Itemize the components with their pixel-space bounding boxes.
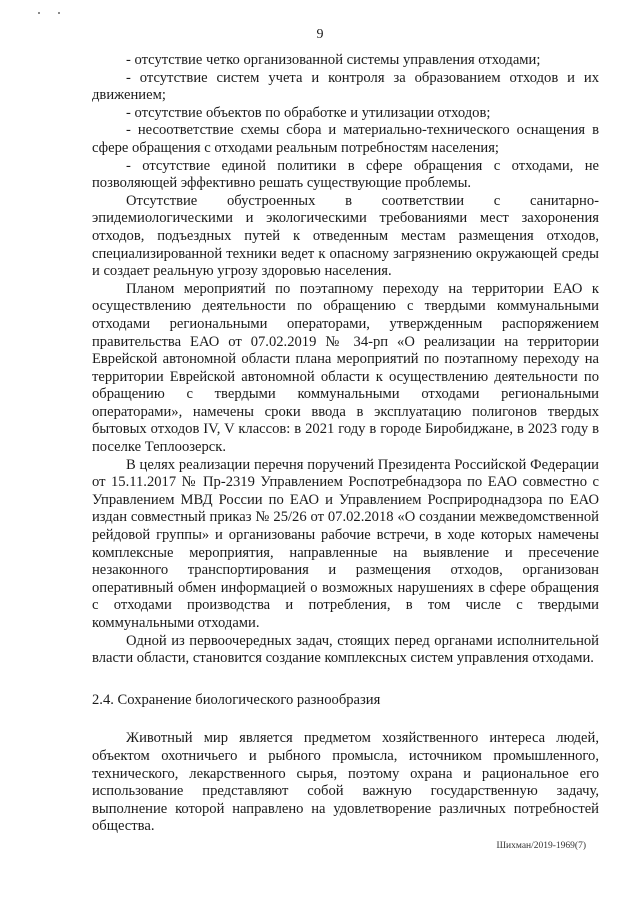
list-item: - несоответствие схемы сбора и материально-технического оснащения в сфере обращения с отходами реальным потребностям населения; [92,122,599,156]
paragraph: Планом мероприятий по поэтапному переходу на территории ЕАО к осуществлению деятельности по обращению с твердыми коммунальными отходами региональными операторами, утвержденным распоряжением правительства ЕАО от 07.02.2019 № 34-рп «О реализации на территории Еврейской автономной области плана мероприятий по поэтапному переходу на территории Еврейской автономной области к осуществлению деятельности по обращению с твердыми коммунальными отходами региональными операторами», намечены сроки ввода в эксплуатацию полигонов твердых бытовых отходов IV, V классов: в 2021 году в городе Биробиджане, в 2023 году в поселке Теплоозерск. [92,280,599,456]
page-number: 9 [316,27,324,42]
list-item: - отсутствие четко организованной системы управления отходами; [126,52,541,68]
paragraph: В целях реализации перечня поручений Президента Российской Федерации от 15.11.2017 № Пр-2319 Управлением Роспотребнадзора по ЕАО совместно с Управлением МВД России по ЕАО и Управлением Росприроднадзора по ЕАО издан совместный приказ № 25/26 от 07.02.2018 «О создании межведомственной рейдовой группы» и организованы рабочие встречи, в ходе которых намечены комплексные мероприятия, направленные на выявление и пресечение незаконного транспортирования и размещения отходов, организован оперативный обмен информацией о возможных нарушениях в сфере обращения с отходами производства и потребления, в том числе с твердыми коммунальными отходами. [92,456,599,631]
document-body [92,52,599,836]
section-paragraph: Животный мир является предметом хозяйственного интереса людей, объектом охотничьего и рыбного промысла, источником промышленного, технического, лекарственного сырья, поэтому охрана и рациональное его использование представляют собой важную государственную задачу, выполнение которой направлено на удовлетворение различных потребностей общества. [92,730,599,835]
list-item: - отсутствие систем учета и контроля за образованием отходов и их движением; [92,69,599,104]
document-code: Шихман/2019-1969(7) [496,841,586,851]
list-item: - отсутствие единой политики в сфере обращения с отходами, не позволяющей эффективно решать существующие проблемы. [92,157,599,192]
list-item: - отсутствие объектов по обработке и утилизации отходов; [126,104,491,121]
section-heading: 2.4. Сохранение биологического разнообразия [92,691,381,708]
paragraph: Отсутствие обустроенных в соответствии с санитарно-эпидемиологическими и экологическими требованиями мест захоронения отходов, подъездных путей к отведенным местам размещения отходов, специализированной техники ведет к опасному загрязнению окружающей среды и создает реальную угрозу здоровью населения. [92,192,599,280]
paragraph: Одной из первоочередных задач, стоящих перед органами исполнительной власти области, становится создание комплексных систем управления отходами. [92,632,599,667]
scan-speck [38,12,40,14]
scan-speck [58,12,60,14]
